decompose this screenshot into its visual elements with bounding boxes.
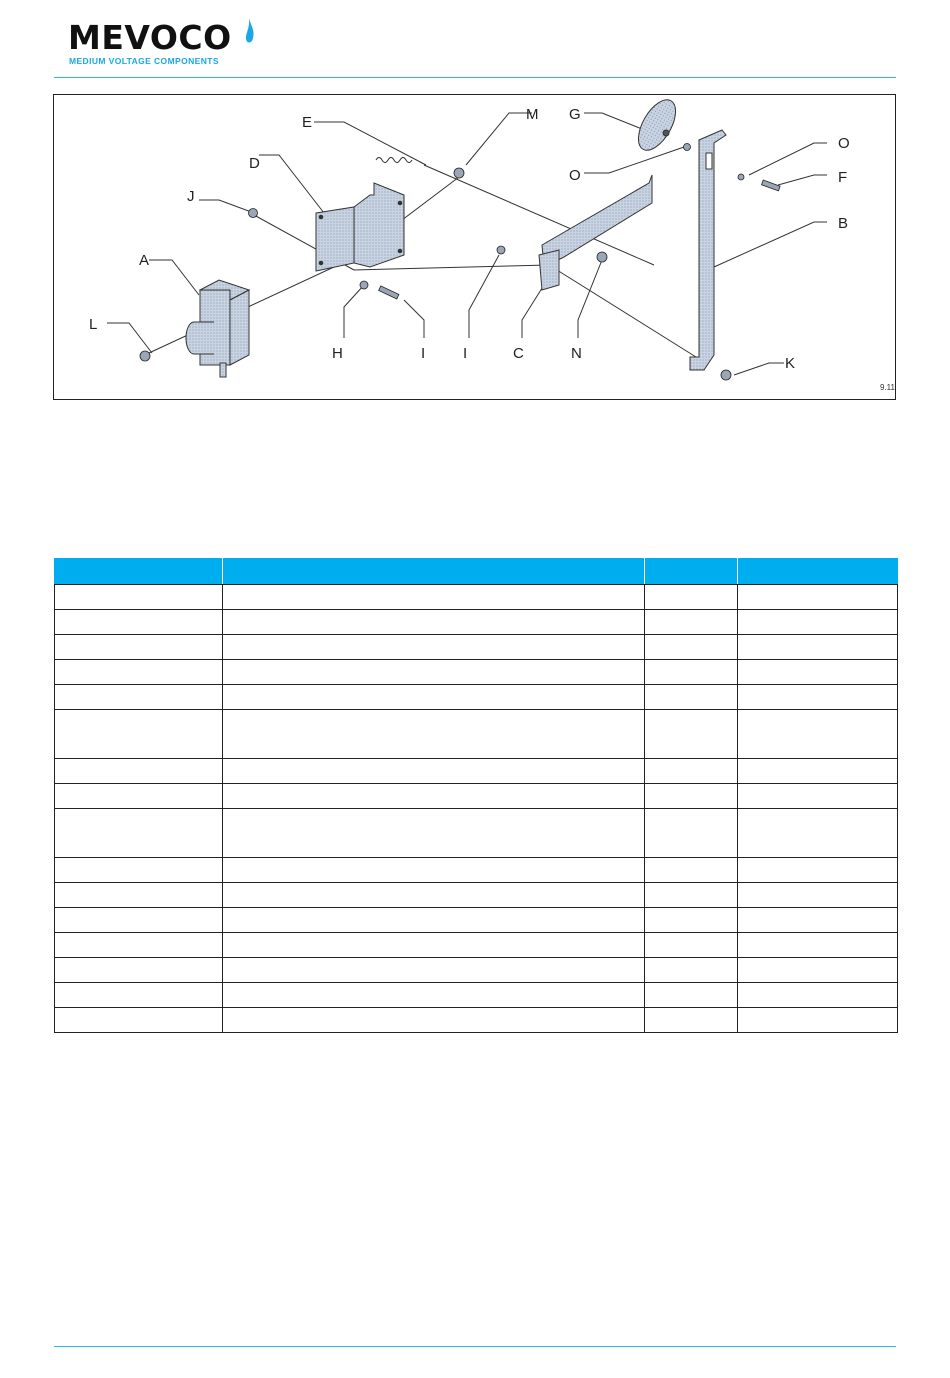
table-cell: [55, 710, 223, 759]
table-cell: [223, 660, 645, 685]
table-cell: [223, 635, 645, 660]
table-cell: [738, 883, 898, 908]
table-cell: [223, 1008, 645, 1033]
table-cell: [223, 983, 645, 1008]
column-header: [223, 559, 645, 585]
table-cell: [645, 610, 738, 635]
table-cell: [55, 759, 223, 784]
table-cell: [645, 933, 738, 958]
diagram-drawing: [54, 95, 897, 401]
table-cell: [738, 983, 898, 1008]
table-cell: [645, 585, 738, 610]
table-cell: [645, 1008, 738, 1033]
table-row: [55, 1008, 898, 1033]
table-cell: [645, 784, 738, 809]
table-cell: [645, 710, 738, 759]
table-body: [55, 585, 898, 1033]
callout-k: K: [785, 355, 796, 372]
table-header-row: [55, 559, 898, 585]
table-cell: [55, 933, 223, 958]
part-c-lever: [539, 175, 652, 290]
table-cell: [223, 908, 645, 933]
table-cell: [645, 635, 738, 660]
table-cell: [645, 858, 738, 883]
callout-m: M: [526, 106, 539, 123]
callout-f: F: [838, 169, 848, 186]
table-cell: [55, 784, 223, 809]
table-cell: [55, 809, 223, 858]
table-cell: [738, 710, 898, 759]
table-cell: [645, 958, 738, 983]
table-cell: [738, 759, 898, 784]
table-cell: [645, 883, 738, 908]
table-cell: [55, 685, 223, 710]
logo-tagline: MEDIUM VOLTAGE COMPONENTS: [69, 56, 219, 66]
parts-table: [54, 558, 898, 1033]
company-logo: [68, 16, 268, 68]
table-cell: [738, 858, 898, 883]
callout-g: G: [569, 106, 581, 123]
callout-i-left: I: [421, 345, 426, 362]
table-cell: [738, 585, 898, 610]
table-cell: [55, 635, 223, 660]
table-cell: [55, 908, 223, 933]
callout-i-right: I: [463, 345, 468, 362]
table-row: [55, 759, 898, 784]
table-cell: [738, 610, 898, 635]
table-cell: [223, 883, 645, 908]
table-cell: [223, 685, 645, 710]
callout-n: N: [571, 345, 582, 362]
table-cell: [645, 983, 738, 1008]
figure-code: 9.11: [880, 383, 895, 392]
table-cell: [738, 635, 898, 660]
table-row: [55, 809, 898, 858]
table-row: [55, 883, 898, 908]
table-cell: [55, 983, 223, 1008]
table-row: [55, 685, 898, 710]
table-cell: [645, 759, 738, 784]
table-cell: [645, 660, 738, 685]
table-cell: [55, 660, 223, 685]
table-cell: [738, 1008, 898, 1033]
table-cell: [223, 958, 645, 983]
table-cell: [738, 784, 898, 809]
table-cell: [738, 660, 898, 685]
callout-d: D: [249, 155, 260, 172]
logo-wordmark: MEVOCO: [68, 18, 232, 57]
table-cell: [55, 958, 223, 983]
table-cell: [738, 809, 898, 858]
part-e-spring: [376, 158, 412, 163]
table-cell: [223, 585, 645, 610]
table-row: [55, 585, 898, 610]
part-g-disc: [631, 95, 683, 156]
table-row: [55, 784, 898, 809]
table-row: [55, 983, 898, 1008]
part-d-plate: [316, 183, 404, 271]
header-divider: [54, 77, 896, 78]
table-cell: [738, 958, 898, 983]
callout-c: C: [513, 345, 524, 362]
table-row: [55, 660, 898, 685]
callout-a: A: [139, 252, 150, 269]
table-cell: [738, 908, 898, 933]
table-cell: [223, 858, 645, 883]
column-header: [55, 559, 223, 585]
table-cell: [55, 585, 223, 610]
table-row: [55, 908, 898, 933]
flame-icon: [242, 18, 256, 52]
table-cell: [223, 710, 645, 759]
part-a-block: [186, 280, 249, 377]
callout-e: E: [302, 114, 313, 131]
exploded-parts-diagram: [53, 94, 896, 400]
table-row: [55, 958, 898, 983]
column-header: [645, 559, 738, 585]
table-cell: [223, 784, 645, 809]
column-header: [738, 559, 898, 585]
footer-divider: [54, 1346, 896, 1347]
table-row: [55, 610, 898, 635]
table-row: [55, 933, 898, 958]
callout-j: J: [187, 188, 195, 205]
table-cell: [223, 809, 645, 858]
table-row: [55, 635, 898, 660]
callout-l: L: [89, 316, 98, 333]
callout-o-left: O: [569, 167, 581, 184]
table-row: [55, 710, 898, 759]
callout-h: H: [332, 345, 343, 362]
table-cell: [55, 610, 223, 635]
callout-b: B: [838, 215, 849, 232]
part-b-rod: [690, 130, 726, 370]
table-cell: [55, 1008, 223, 1033]
table-cell: [645, 809, 738, 858]
table-cell: [223, 933, 645, 958]
table-cell: [738, 933, 898, 958]
callout-o-right: O: [838, 135, 850, 152]
table-cell: [223, 610, 645, 635]
table-cell: [223, 759, 645, 784]
table-cell: [645, 908, 738, 933]
table-cell: [645, 685, 738, 710]
table-cell: [55, 858, 223, 883]
table-cell: [738, 685, 898, 710]
table-row: [55, 858, 898, 883]
table-cell: [55, 883, 223, 908]
